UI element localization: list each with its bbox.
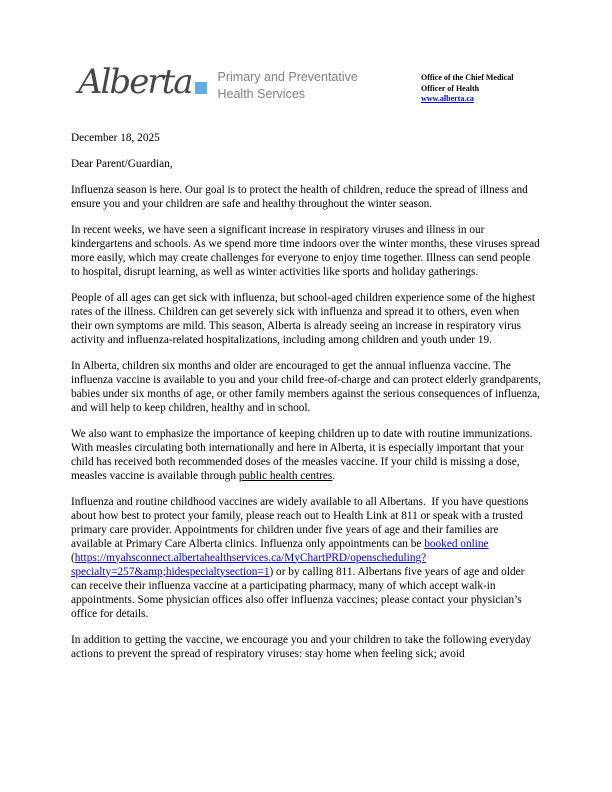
paragraph bbox=[71, 183, 541, 211]
paragraph bbox=[71, 223, 541, 279]
office-line-2: Officer of Health bbox=[421, 83, 480, 93]
text-run: In recent weeks, we have seen a significant increase in respiratory viruses and illness in our kindergartens and schools. As we spend more time indoors over the winter months, these viruses spread more easily, which may create challenges for everyone to enjoy time together. Illness can send people to hospital, disrupt learning, as well as winter activities like sports and holiday gatherings. bbox=[71, 223, 543, 278]
hyperlink[interactable]: https://myahsconnect.albertahealthservices.ca/MyChartPRD/openscheduling?specialty=257&amp;hidespecialtysection=1 bbox=[71, 551, 427, 578]
department-name bbox=[218, 62, 358, 102]
text-run: Influenza season is here. Our goal is to protect the health of children, reduce the spread of illness and ensure you and your children are safe and healthy throughout the winter season. bbox=[71, 183, 531, 210]
letter-body bbox=[0, 105, 612, 661]
paragraph bbox=[71, 359, 544, 415]
text-run: In Alberta, children six months and older are encouraged to get the annual influenza vaccine. The influenza vaccine is available to you and your child free-of-charge and can protect elderly grandparents, babies under six months of age, or other family members against the serious consequences of influenza, and will help to keep children, healthy and in school. bbox=[71, 359, 544, 414]
letter-date: December 18, 2025 bbox=[71, 131, 160, 144]
hyperlink[interactable]: booked online bbox=[424, 537, 489, 550]
letterhead bbox=[0, 0, 612, 105]
office-block bbox=[421, 62, 541, 105]
alberta-ca-link[interactable]: www.alberta.ca bbox=[421, 94, 474, 103]
text-run: . bbox=[332, 469, 336, 482]
letter-paragraphs bbox=[71, 183, 544, 661]
text-run: People of all ages can get sick with influenza, but school-aged children experience some of the highest rates of the illness. Children can get severely sick with influenza and spread it to others, even when their own symptoms are mild. This season, Alberta is already seeing an increase in respiratory virus activity and influenza-related hospitalizations, including among children and youth under 19. bbox=[71, 291, 538, 346]
public-health-centres-link[interactable]: public health centres bbox=[238, 469, 333, 482]
department-line-2: Health Services bbox=[217, 86, 306, 101]
alberta-logo-square-icon bbox=[195, 82, 207, 94]
paragraph bbox=[71, 495, 541, 621]
alberta-wordmark: Alberta bbox=[78, 62, 192, 102]
paragraph bbox=[71, 291, 541, 347]
alberta-logo bbox=[78, 62, 207, 102]
text-run: Influenza and routine childhood vaccines are widely available to all Albertans. If you have questions about how best to protect your family, please reach out to Health Link at 811 or speak with a trusted primary care provider. Appointments for children under five years of age and their families are available at Primary Care Alberta clinics. Influenza only appointments can be bbox=[71, 495, 532, 550]
text-run: We also want to emphasize the importance of keeping children up to date with routine immunizations. With measles circulating both internationally and here in Alberta, it is especially important that your child has received both recommended doses of the measles vaccine. If your child is missing a dose, measles vaccine is available through bbox=[71, 427, 536, 482]
paragraph bbox=[71, 427, 541, 483]
text-run: ) or by calling 811. Albertans five years of age and older can receive their influenza vaccine at a participating pharmacy, many of which accept walk-in appointments. Some physician offices also offer influenza vaccines; please contact your physician’s office for details. bbox=[71, 565, 528, 620]
letter-salutation: Dear Parent/Guardian, bbox=[71, 157, 173, 170]
text-run: In addition to getting the vaccine, we encourage you and your children to take the following everyday actions to prevent the spread of respiratory viruses: stay home when feeling sick; avoid bbox=[71, 633, 535, 660]
office-line-1: Office of the Chief Medical bbox=[421, 73, 514, 82]
text-run: ( bbox=[71, 537, 492, 564]
paragraph bbox=[71, 633, 541, 661]
department-line-1: Primary and Preventative bbox=[217, 70, 358, 84]
